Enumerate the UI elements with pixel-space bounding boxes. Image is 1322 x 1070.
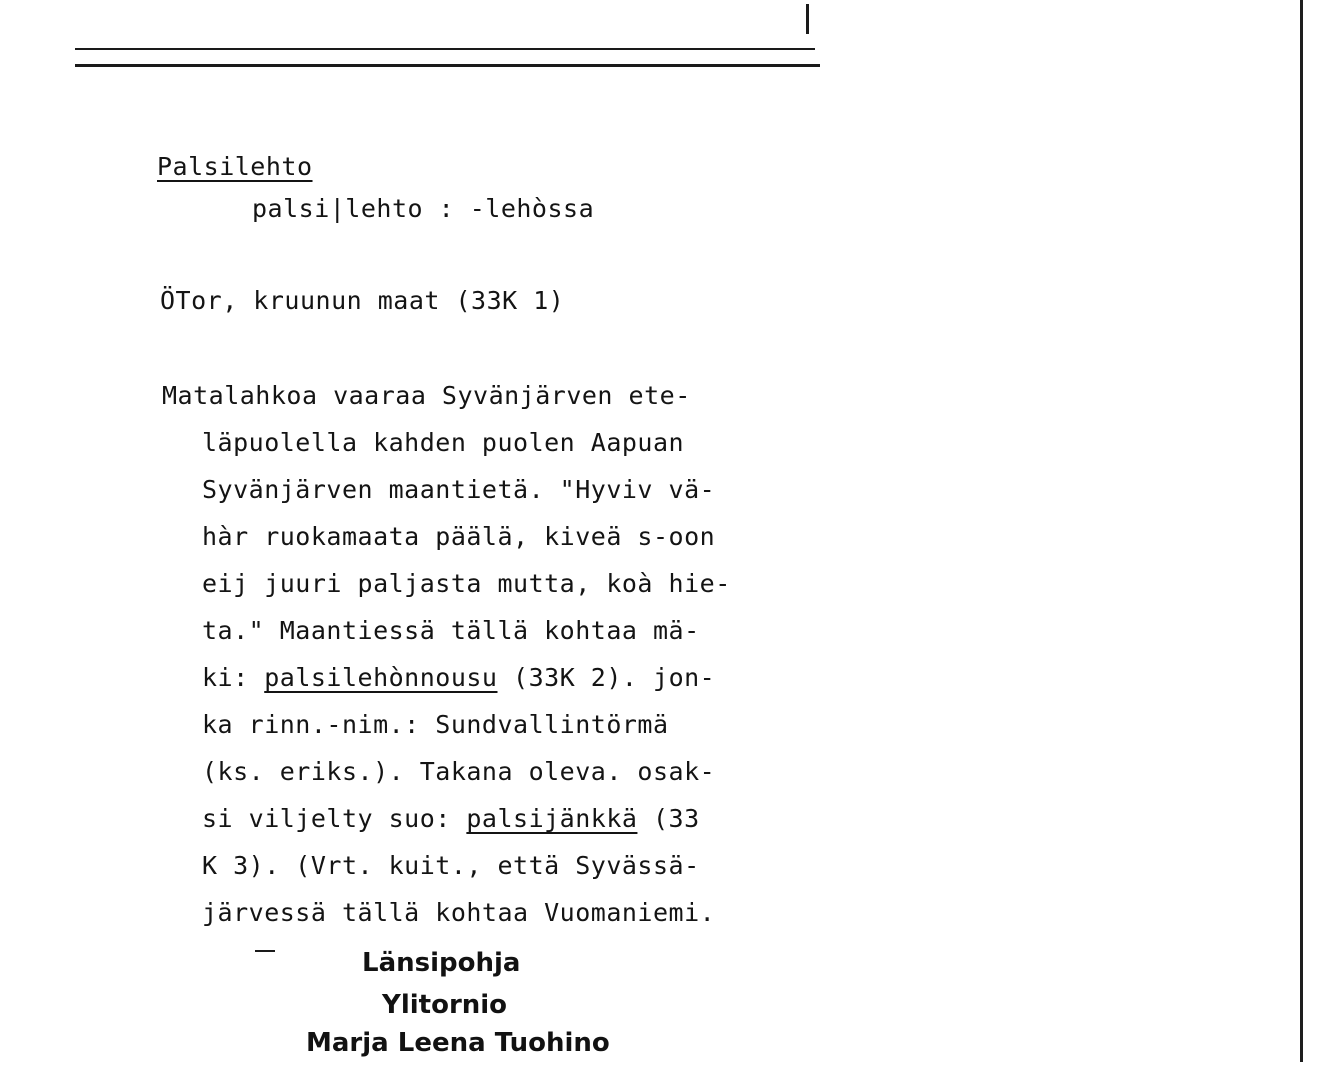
source-reference: ÖTor, kruunun maat (33K 1) bbox=[160, 286, 565, 315]
description-line: Matalahkoa vaaraa Syvänjärven ete- bbox=[162, 381, 691, 410]
line-suffix: (33 bbox=[637, 804, 700, 833]
description-line: hàr ruokamaata päälä, kiveä s-oon bbox=[202, 522, 716, 551]
top-tick-mark bbox=[806, 4, 809, 34]
top-rule-thick bbox=[75, 64, 820, 67]
footer-collector: Marja Leena Tuohino bbox=[306, 1028, 610, 1058]
description-line: (ks. eriks.). Takana oleva. osak- bbox=[202, 757, 716, 786]
description-line: ka rinn.-nim.: Sundvallintörmä bbox=[202, 710, 669, 739]
description-line: Syvänjärven maantietä. "Hyviv vä- bbox=[202, 475, 716, 504]
placename-palsijankka: palsijänkkä bbox=[466, 804, 638, 833]
description-line bbox=[162, 795, 731, 842]
top-rule-thin bbox=[75, 48, 815, 50]
line-prefix: ki: bbox=[202, 663, 265, 692]
card-right-edge bbox=[1300, 0, 1303, 1062]
footer-region: Länsipohja bbox=[362, 948, 521, 978]
footer-parish: Ylitornio bbox=[382, 990, 508, 1020]
description-line: K 3). (Vrt. kuit., että Syvässä- bbox=[202, 851, 700, 880]
headword: Palsilehto bbox=[157, 152, 313, 181]
footer-dash bbox=[255, 950, 275, 952]
description-line: läpuolella kahden puolen Aapuan bbox=[202, 428, 685, 457]
inflected-form: palsi|lehto : -lehòssa bbox=[252, 194, 595, 223]
placename-palsilehonnousu: palsilehònnousu bbox=[264, 663, 498, 692]
description-line: eij juuri paljasta mutta, koà hie- bbox=[202, 569, 731, 598]
line-prefix: si viljelty suo: bbox=[202, 804, 467, 833]
description-line bbox=[162, 654, 731, 701]
description-block bbox=[162, 372, 731, 936]
description-line: ta." Maantiessä tällä kohtaa mä- bbox=[202, 616, 700, 645]
line-suffix: (33K 2). jon- bbox=[497, 663, 716, 692]
description-line: järvessä tällä kohtaa Vuomaniemi. bbox=[202, 898, 716, 927]
